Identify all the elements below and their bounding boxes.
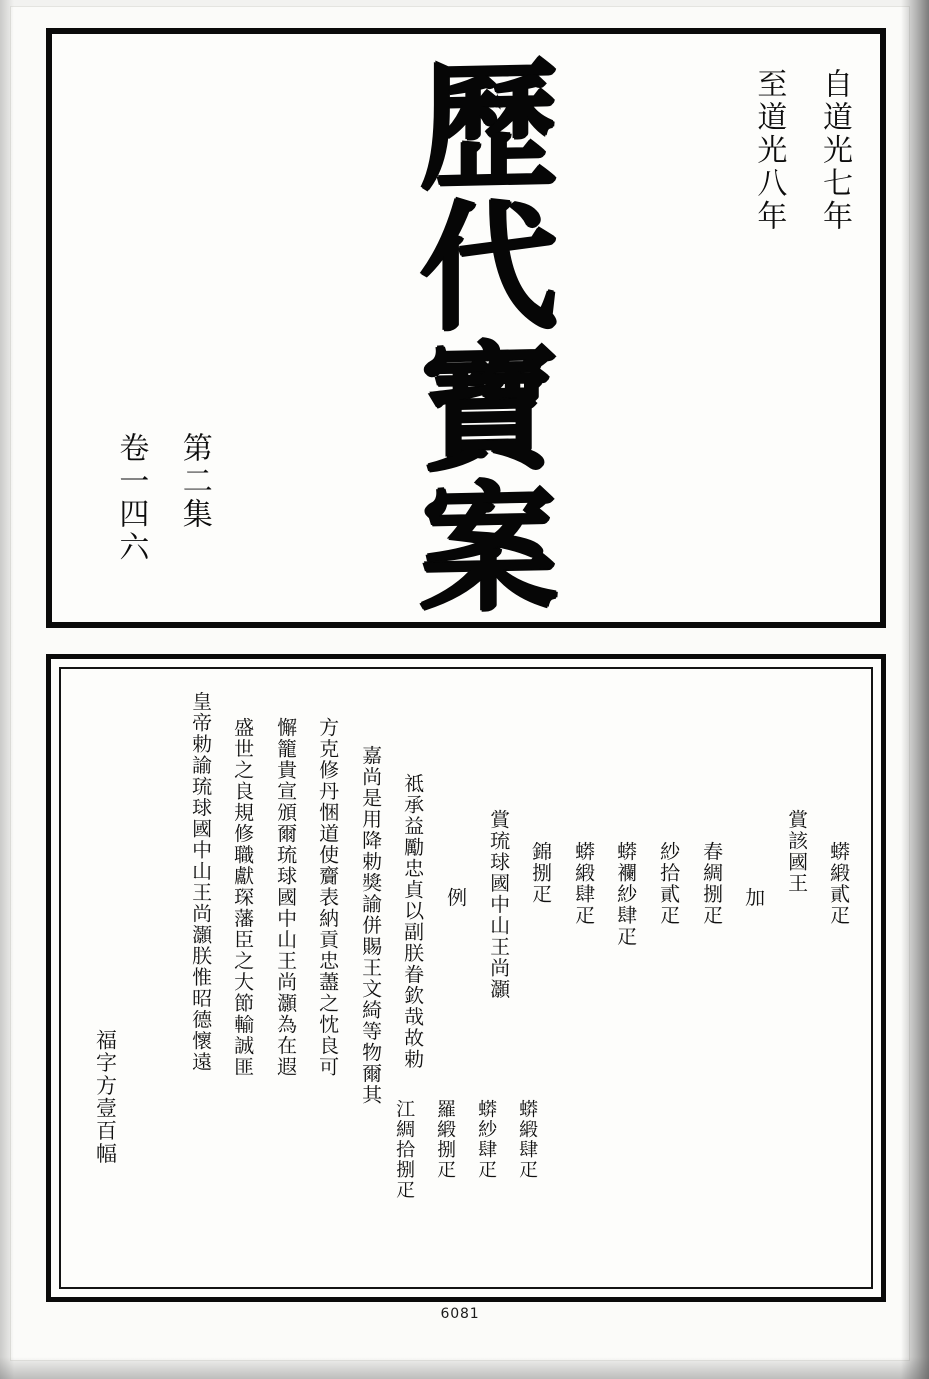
reign-range-line-0: 自道光七年 (817, 68, 852, 233)
colophon-text: 福字方壹百幅 (93, 1029, 118, 1166)
manuscript-column: 方克修丹悃道使齎表納貢忠藎之忱良可 (315, 716, 340, 1078)
manuscript-column: 錦捌疋 (528, 840, 553, 905)
manuscript-column: 蟒緞肆疋 (571, 840, 596, 926)
manuscript-column: 懈籠貴宣頒爾琉球國中山王尚灝為在遐 (273, 716, 298, 1078)
manuscript-column-add-marker: 加 (741, 886, 766, 909)
manuscript-column: 紗拾貳疋 (656, 840, 681, 926)
manuscript-column: 蟒襴紗肆疋 (614, 840, 639, 948)
manuscript-column: 春綢捌疋 (699, 840, 724, 926)
page-number: 6081 (440, 1306, 480, 1322)
manuscript-column: 嘉尚是用降勅獎諭併賜王文綺等物爾其 (358, 744, 383, 1106)
manuscript-column: 皇帝勅諭琉球國中山王尚灝朕惟昭德懷遠 (188, 690, 213, 1073)
manuscript-column: 賞琉球國中山王尚灝 (486, 808, 511, 1000)
reign-year-range (749, 68, 854, 233)
gift-list-item: 蟒紗肆疋 (474, 1098, 497, 1180)
series-number: 第二集 (176, 432, 212, 531)
manuscript-panel-inner (59, 667, 873, 1289)
gift-list-lower (377, 1099, 541, 1200)
title-panel-inner (52, 34, 880, 622)
scan-surface (10, 6, 910, 1361)
reign-range-line-1: 至道光八年 (751, 68, 787, 233)
manuscript-column: 蟒緞貳疋 (827, 840, 851, 926)
volume-number: 卷一四六 (113, 432, 149, 564)
gift-list-item: 蟒緞肆疋 (516, 1098, 538, 1180)
manuscript-column: 賞該國王 (784, 808, 809, 894)
gift-list-item: 羅緞捌疋 (433, 1098, 456, 1180)
manuscript-column: 祗承益勵忠貞以副朕眷欽哉故勅 (401, 772, 426, 1070)
volume-block (110, 432, 215, 564)
page-title: 歷代寶案 (396, 52, 560, 619)
manuscript-column: 盛世之良規修職獻琛藩臣之大節輸誠匪 (230, 716, 255, 1078)
gift-list-item: 江綢拾捌疋 (392, 1098, 415, 1200)
manuscript-column-example-marker: 例 (443, 886, 468, 909)
title-panel (46, 28, 886, 628)
manuscript-panel (46, 654, 886, 1302)
